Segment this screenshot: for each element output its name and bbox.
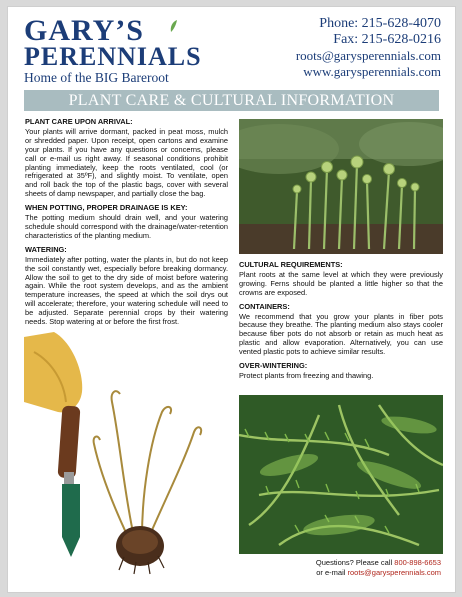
- section-heading: CONTAINERS:: [239, 301, 290, 311]
- section-body: We recommend that you grow your plants in fiber pots because they breathe. The planting medium also stays cooler because fiber pots do not absorb or retain as much heat as plastic and allow evaporation. Alternatively, you can use vented plastic pots to achieve similar results.: [239, 311, 443, 357]
- section-heading: OVER-WINTERING:: [239, 361, 308, 371]
- section-heading: CULTURAL REQUIREMENTS:: [239, 260, 343, 269]
- footer-email: [316, 568, 441, 578]
- section-body: Plant roots at the same level at which they were previously growing. Ferns should be planted a little higher so that the crowns are exposed.: [239, 269, 443, 297]
- footer-questions: [316, 558, 441, 568]
- section-body: Protect plants from freezing and thawing.: [239, 370, 374, 380]
- right-column: [239, 261, 443, 386]
- section-heading: PLANT CARE UPON ARRIVAL:: [25, 117, 133, 126]
- page: [7, 6, 456, 593]
- phone: Phone: 215-628-4070: [319, 16, 441, 31]
- leaf-icon: [168, 19, 178, 33]
- footer-phone-link[interactable]: 800-898-6653: [394, 558, 441, 567]
- footer-questions-text: Questions? Please call: [315, 558, 395, 567]
- section-heading: WHEN POTTING, PROPER DRAINAGE IS KEY:: [25, 203, 188, 213]
- section-body: Immediately after potting, water the plants in, but do not keep the soil constantly wet, especially before breaking dormancy. Allow the soil to get to the dry side of moist before watering again. While the root system develops, and as the ambient temperature increases, the speed at which the soil drys out will accelerate; therefore, your watering schedule will need to be adjusted. Separate perennial crops by their watering needs. Stop watering at or before the first frost.: [25, 254, 228, 327]
- section-banner: PLANT CARE & CULTURAL INFORMATION: [24, 90, 439, 111]
- section-body: The potting medium should drain well, and your watering schedule should correspond with the drainage/water-retention characteristics of the planting medium.: [25, 213, 228, 240]
- website-link[interactable]: www.garysperennials.com: [303, 64, 441, 79]
- trowel-bareroot-photo: [24, 332, 228, 577]
- contact-block: [296, 16, 441, 80]
- section-body: Your plants will arrive dormant, packed in peat moss, mulch or shredded paper. Upon receipt, open cartons and examine your plants. If you have any questions or concerns, please call or e-mail us right away. If seasonal conditions prohibit planting immediately, keep the roots ventilated, cool (or refrigerated at 35ºF), and slightly moist. To ventilate, open and roll back the top of the plastic bags, cover with several sheets of damp newspaper, and partially close the bag.: [25, 126, 228, 199]
- footer-email-prefix: or e-mail: [316, 568, 348, 577]
- fern-photo: [239, 395, 443, 554]
- left-column: [25, 118, 228, 332]
- tagline: Home of the BIG Bareroot: [24, 70, 169, 85]
- logo-line1: GARY’S: [24, 14, 144, 47]
- fiddlehead-photo: [239, 119, 443, 254]
- logo-line2: PERENNIALS: [24, 42, 202, 71]
- fax: Fax: 215-628-0216: [333, 32, 441, 47]
- footer-email-link[interactable]: roots@garysperennials.com: [347, 568, 441, 577]
- section-heading: WATERING:: [25, 244, 67, 254]
- email-link[interactable]: roots@garysperennials.com: [295, 48, 441, 63]
- footer: [316, 558, 441, 578]
